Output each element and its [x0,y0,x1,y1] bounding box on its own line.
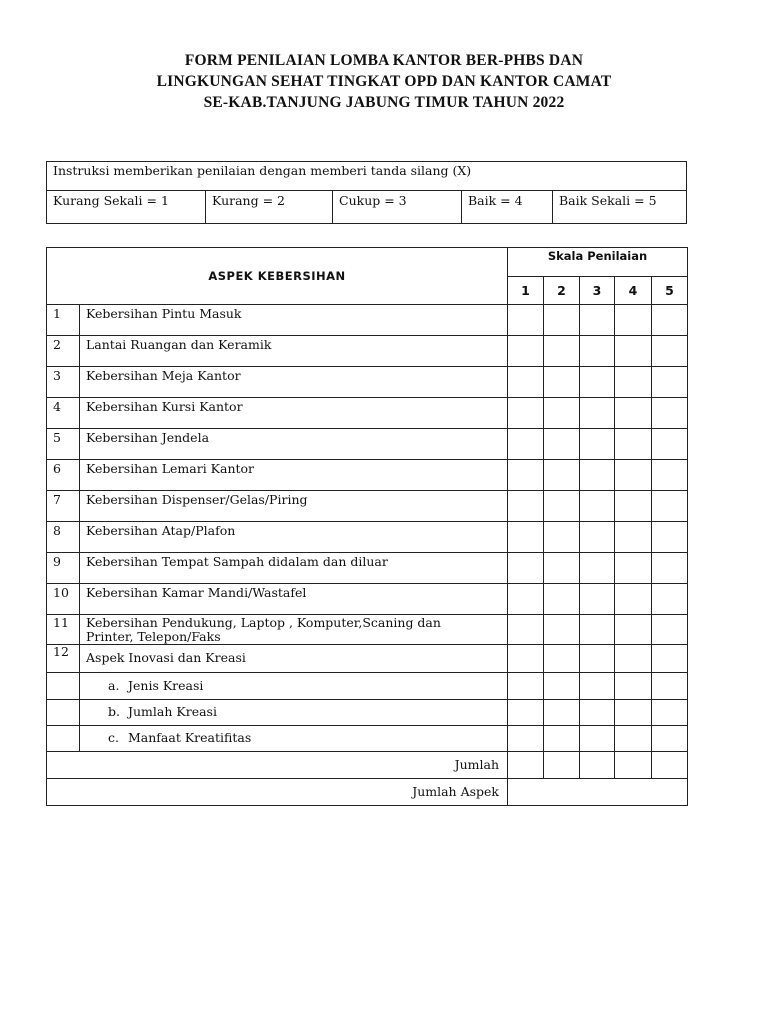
title-line-1: FORM PENILAIAN LOMBA KANTOR BER-PHBS DAN [184,52,584,69]
score-cell-1[interactable] [508,491,544,522]
score-cell-4[interactable] [615,553,652,584]
table-row [47,398,688,429]
table-row [47,491,688,522]
aspect-total-label: Jumlah Aspek [47,779,508,806]
score-cell-5[interactable] [652,700,688,726]
score-cell-1[interactable] [508,305,544,336]
instruction-table [46,161,687,224]
row-number: 5 [47,429,80,460]
score-cell-5[interactable] [652,673,688,700]
row-label: Kebersihan Pintu Masuk [80,305,508,336]
total-cell-5[interactable] [652,752,688,779]
row-number [47,700,80,726]
score-cell-1[interactable] [508,584,544,615]
row-label: Kebersihan Kamar Mandi/Wastafel [80,584,508,615]
scale-baik: Baik = 4 [462,191,553,224]
row-label: Kebersihan Jendela [80,429,508,460]
subitem-text: Manfaat Kreatifitas [128,730,252,745]
score-cell-3[interactable] [580,700,615,726]
scale-baik-sekali: Baik Sekali = 5 [553,191,687,224]
aspect-total-row [47,779,688,806]
table-row [47,673,688,700]
row-number [47,673,80,700]
row-number: 4 [47,398,80,429]
subitem-marker: b. [108,704,120,719]
total-label: Jumlah [47,752,508,779]
row-number: 11 [47,615,80,645]
row-label: Kebersihan Meja Kantor [80,367,508,398]
title-line-2: LINGKUNGAN SEHAT TINGKAT OPD DAN KANTOR CAMAT [156,73,612,90]
row-label: Kebersihan Kursi Kantor [80,398,508,429]
score-cell-1[interactable] [508,673,544,700]
score-cell-4[interactable] [615,398,652,429]
score-cell-4[interactable] [615,584,652,615]
score-cell-3[interactable] [580,491,615,522]
scale-number-1: 1 [508,277,544,305]
score-cell-4[interactable] [615,367,652,398]
row-number: 2 [47,336,80,367]
score-cell-3[interactable] [580,645,615,673]
total-cell-1[interactable] [508,752,544,779]
score-cell-3[interactable] [580,726,615,752]
row-number: 10 [47,584,80,615]
row-label: Kebersihan Lemari Kantor [80,460,508,491]
score-cell-5[interactable] [652,460,688,491]
row-label: Aspek Inovasi dan Kreasi [80,645,508,673]
total-cell-4[interactable] [615,752,652,779]
row-number: 3 [47,367,80,398]
score-cell-2[interactable] [544,491,580,522]
row-label-line-1: Kebersihan Pendukung, Laptop , Komputer,Scaning dan [86,615,441,630]
score-cell-1[interactable] [508,336,544,367]
score-cell-3[interactable] [580,460,615,491]
instruction-text: Instruksi memberikan penilaian dengan memberi tanda silang (X) [47,162,687,191]
table-row [47,700,688,726]
row-number [47,726,80,752]
score-cell-4[interactable] [615,460,652,491]
table-row [47,367,688,398]
subitem-text: Jenis Kreasi [128,678,204,693]
score-cell-2[interactable] [544,429,580,460]
score-cell-1[interactable] [508,615,544,645]
total-cell-3[interactable] [580,752,615,779]
score-cell-2[interactable] [544,305,580,336]
score-cell-3[interactable] [580,553,615,584]
score-cell-1[interactable] [508,700,544,726]
row-label [80,615,508,645]
score-cell-2[interactable] [544,398,580,429]
score-cell-1[interactable] [508,460,544,491]
table-row [47,522,688,553]
row-label-line-2: Printer, Telepon/Faks [86,628,221,644]
table-row [47,429,688,460]
score-cell-2[interactable] [544,645,580,673]
title-line-3: SE-KAB.TANJUNG JABUNG TIMUR TAHUN 2022 [203,94,565,111]
form-title [0,50,768,113]
subitem-label [80,726,508,752]
table-row [47,336,688,367]
aspect-header: ASPEK KEBERSIHAN [47,248,508,305]
row-number: 8 [47,522,80,553]
score-cell-2[interactable] [544,460,580,491]
score-cell-5[interactable] [652,491,688,522]
score-cell-4[interactable] [615,700,652,726]
score-cell-2[interactable] [544,700,580,726]
total-cell-2[interactable] [544,752,580,779]
score-cell-5[interactable] [652,522,688,553]
aspect-total-cell[interactable] [508,779,688,806]
row-number: 9 [47,553,80,584]
assessment-table [46,247,688,806]
score-cell-2[interactable] [544,615,580,645]
score-cell-1[interactable] [508,645,544,673]
score-cell-5[interactable] [652,615,688,645]
score-cell-3[interactable] [580,615,615,645]
score-cell-5[interactable] [652,305,688,336]
table-row [47,584,688,615]
score-cell-3[interactable] [580,584,615,615]
score-cell-2[interactable] [544,367,580,398]
score-cell-2[interactable] [544,584,580,615]
score-cell-5[interactable] [652,726,688,752]
score-cell-5[interactable] [652,367,688,398]
table-row [47,305,688,336]
table-row [47,645,688,673]
score-cell-5[interactable] [652,336,688,367]
table-row [47,460,688,491]
score-cell-1[interactable] [508,429,544,460]
score-cell-5[interactable] [652,553,688,584]
score-cell-2[interactable] [544,522,580,553]
subitem-label [80,673,508,700]
row-number: 12 [47,645,80,673]
score-cell-3[interactable] [580,367,615,398]
score-cell-4[interactable] [615,645,652,673]
subitem-marker: c. [108,730,119,745]
score-cell-4[interactable] [615,336,652,367]
score-cell-1[interactable] [508,522,544,553]
score-cell-1[interactable] [508,398,544,429]
score-cell-4[interactable] [615,673,652,700]
row-number: 6 [47,460,80,491]
row-label: Kebersihan Tempat Sampah didalam dan diluar [80,553,508,584]
score-cell-2[interactable] [544,726,580,752]
scale-number-4: 4 [615,277,652,305]
score-cell-4[interactable] [615,429,652,460]
scale-number-5: 5 [652,277,688,305]
score-cell-4[interactable] [615,615,652,645]
score-cell-5[interactable] [652,645,688,673]
row-number: 7 [47,491,80,522]
table-row [47,615,688,645]
score-cell-3[interactable] [580,429,615,460]
score-cell-5[interactable] [652,584,688,615]
score-cell-4[interactable] [615,522,652,553]
row-label: Kebersihan Dispenser/Gelas/Piring [80,491,508,522]
total-row [47,752,688,779]
table-row [47,726,688,752]
score-cell-3[interactable] [580,673,615,700]
scale-number-2: 2 [544,277,580,305]
scale-number-3: 3 [580,277,615,305]
score-cell-3[interactable] [580,398,615,429]
score-cell-2[interactable] [544,553,580,584]
scale-cukup: Cukup = 3 [333,191,462,224]
subitem-label [80,700,508,726]
score-cell-4[interactable] [615,726,652,752]
scale-header: Skala Penilaian [508,248,688,277]
score-cell-4[interactable] [615,491,652,522]
score-cell-2[interactable] [544,336,580,367]
subitem-text: Jumlah Kreasi [128,704,217,719]
score-cell-4[interactable] [615,305,652,336]
score-cell-5[interactable] [652,429,688,460]
score-cell-5[interactable] [652,398,688,429]
row-label: Kebersihan Atap/Plafon [80,522,508,553]
scale-kurang-sekali: Kurang Sekali = 1 [47,191,206,224]
row-label: Lantai Ruangan dan Keramik [80,336,508,367]
score-cell-1[interactable] [508,726,544,752]
score-cell-1[interactable] [508,553,544,584]
score-cell-3[interactable] [580,522,615,553]
subitem-marker: a. [108,678,120,693]
table-row [47,553,688,584]
score-cell-1[interactable] [508,367,544,398]
score-cell-2[interactable] [544,673,580,700]
scale-kurang: Kurang = 2 [206,191,333,224]
score-cell-3[interactable] [580,305,615,336]
row-number: 1 [47,305,80,336]
score-cell-3[interactable] [580,336,615,367]
